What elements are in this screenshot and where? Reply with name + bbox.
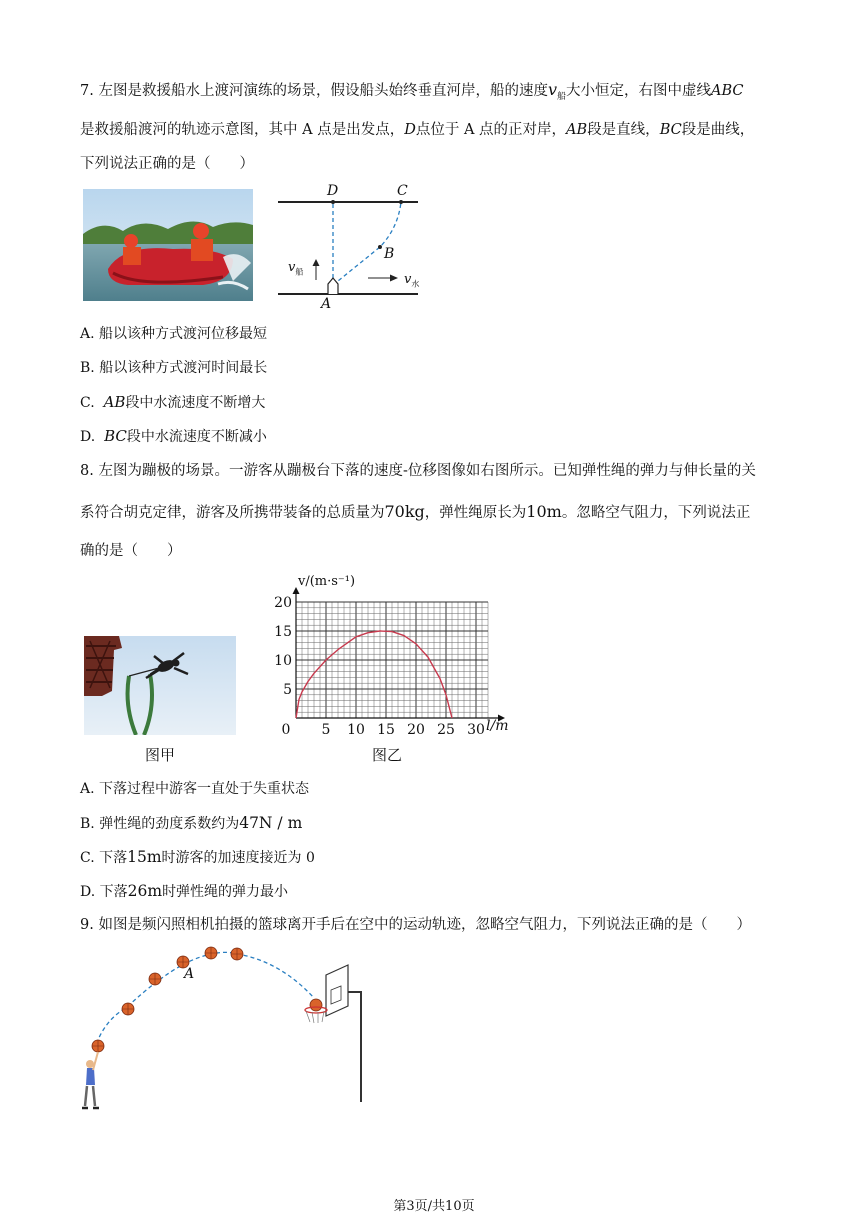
q7-line-2: 是救援船渡河的轨迹示意图，其中 A 点是出发点，D点位于 A 点的正对岸，AB段是直线，BC段是曲线， — [80, 122, 755, 138]
x-tick-label: 20 — [407, 722, 425, 738]
x-tick-label: 25 — [437, 722, 455, 738]
q8-line-1: 8. 左图为蹦极的场景。一游客从蹦极台下落的速度-位移图像如右图所示。已知弹性绳的弹力与伸长量的关 — [80, 463, 756, 479]
q7-option-c[interactable]: C. AB段中水流速度不断增大 — [80, 393, 266, 411]
x-tick-label: 5 — [321, 722, 331, 738]
label-a: A — [321, 296, 332, 312]
q7-line-1: 7. 左图是救援船水上渡河演练的场景，假设船头始终垂直河岸，船的速度$v_船$大小恒定，右图中虚线ABC — [80, 80, 744, 102]
page-footer: 第3页/共10页 — [393, 1199, 475, 1214]
q7-option-b[interactable]: B. 船以该种方式渡河时间最长 — [80, 360, 268, 376]
y-tick-label: 20 — [274, 595, 292, 611]
x-tick-label: 0 — [281, 722, 291, 738]
x-axis-label: l/m — [486, 718, 509, 734]
river-crossing-diagram — [272, 180, 432, 315]
x-tick-label: 30 — [467, 722, 485, 738]
label-b: B — [384, 246, 395, 262]
q7-line-3: 下列说法正确的是（ ） — [80, 156, 254, 172]
y-tick-label: 10 — [274, 653, 292, 669]
q9-line-1: 9. 如图是频闪照相机拍摄的篮球离开手后在空中的运动轨迹，忽略空气阻力，下列说法正确的是（ ） — [80, 917, 751, 933]
chart-svg — [262, 574, 524, 744]
basketball-trajectory-figure — [76, 940, 376, 1122]
q8-option-a[interactable]: A. 下落过程中游客一直处于失重状态 — [80, 781, 310, 797]
figure-right-caption: 图乙 — [372, 746, 403, 764]
velocity-displacement-chart — [262, 574, 524, 744]
q8-line-3: 确的是（ ） — [80, 543, 182, 559]
x-tick-label: 15 — [377, 722, 395, 738]
q8-option-c[interactable]: C. 下落15m时游客的加速度接近为 0 — [80, 848, 315, 866]
label-point-a: A — [184, 966, 195, 982]
figure-left-caption: 图甲 — [145, 746, 176, 764]
rescue-boat-photo — [83, 189, 253, 301]
q8-line-2: 系符合胡克定律，游客及所携带装备的总质量为70kg，弹性绳原长为10m。忽略空气阻力，下列说法正 — [80, 502, 751, 521]
y-tick-label: 15 — [274, 624, 292, 640]
y-axis-label: v/(m·s⁻¹) — [298, 574, 356, 589]
q7-option-a[interactable]: A. 船以该种方式渡河位移最短 — [80, 326, 268, 342]
bungee-photo — [84, 636, 236, 735]
q8-option-b[interactable]: B. 弹性绳的劲度系数约为47N / m — [80, 814, 303, 832]
label-d: D — [327, 183, 339, 199]
q7-option-d[interactable]: D. BC段中水流速度不断减小 — [80, 427, 267, 445]
y-tick-label: 5 — [283, 682, 292, 698]
x-tick-label: 10 — [347, 722, 365, 738]
label-v-water: $v_水$ — [404, 272, 420, 289]
label-v-boat: $v_船$ — [288, 260, 304, 277]
q8-option-d[interactable]: D. 下落26m时弹性绳的弹力最小 — [80, 882, 289, 900]
label-c: C — [397, 183, 408, 199]
